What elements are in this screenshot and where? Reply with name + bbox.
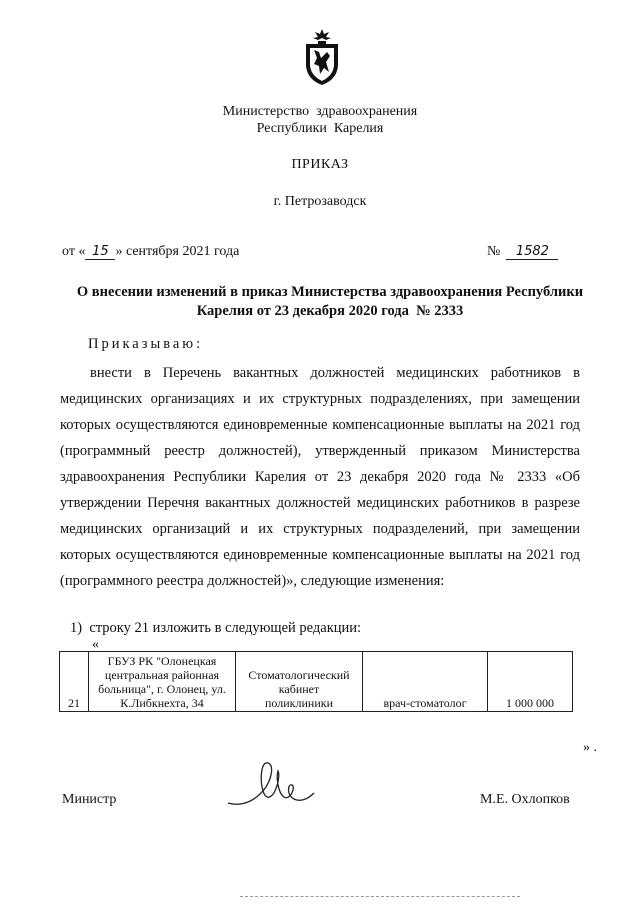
body-line: медицинских организациях и их структурных подразделениях, при замещении (60, 391, 580, 407)
body-line: здравоохранения Республики Карелия от 23 декабря 2020 года № 2333 «Об (60, 469, 580, 485)
quote-close: » . (583, 740, 597, 755)
org-line: центральная районная (104, 668, 220, 682)
order-body-paragraph (60, 360, 580, 594)
page-footer-line (240, 896, 520, 897)
date-prefix: от (62, 244, 75, 259)
quote-open: « (92, 637, 99, 652)
cell-organization (89, 652, 236, 712)
org-line: К.Либкнехта, 34 (120, 696, 204, 710)
coat-of-arms-emblem (303, 28, 341, 86)
body-line: которых осуществляются единовременные компенсационные выплаты на 2021 год (60, 547, 580, 563)
order-number (487, 244, 558, 260)
unit-line: кабинет (278, 682, 320, 696)
heading-line-1: О внесении изменений в приказ Министерства здравоохранения Республики (76, 284, 584, 300)
handwritten-number: 1582 (506, 244, 558, 260)
order-title: ПРИКАЗ (291, 157, 349, 172)
body-line: внести в Перечень вакантных должностей медицинских работников в (90, 365, 580, 381)
ministry-line-2: Республики Карелия (256, 121, 384, 136)
body-line: (программный реестр должностей), утвержденный приказом Министерства (60, 443, 580, 459)
cell-row-number: 21 (60, 652, 89, 712)
cell-unit (236, 652, 363, 712)
signatory-title: Министр (62, 792, 117, 807)
unit-line: поликлиники (264, 696, 333, 710)
date-open-quote: « (78, 244, 86, 259)
ministry-line-1: Министерство здравоохранения (222, 104, 418, 119)
body-line: утверждении Перечня вакантных должностей медицинских работников в разрезе (60, 495, 580, 511)
org-line: больница", г. Олонец, ул. (98, 682, 226, 696)
date-close-quote: » (115, 244, 123, 259)
order-date (62, 244, 239, 260)
ministry-name (0, 103, 640, 137)
city-name: г. Петрозаводск (273, 194, 367, 209)
unit-line: Стоматологический (248, 668, 350, 682)
number-sign: № (487, 244, 501, 259)
cell-position: врач-стоматолог (363, 652, 488, 712)
list-item-1: 1) строку 21 изложить в следующей редакции: (70, 620, 362, 636)
date-rest: сентября 2021 года (125, 244, 240, 259)
body-line: которых осуществляются единовременные компенсационные выплаты на 2021 год (60, 417, 580, 433)
order-heading (60, 283, 600, 321)
signatory-name: М.Е. Охлопков (480, 792, 570, 807)
org-line: ГБУЗ РК "Олонецкая (107, 654, 217, 668)
handwritten-day: 15 (85, 244, 115, 260)
staff-table (59, 651, 573, 712)
handwritten-signature (222, 757, 318, 809)
cell-amount: 1 000 000 (488, 652, 573, 712)
heading-line-2: Карелия от 23 декабря 2020 года № 2333 (196, 303, 464, 319)
body-line: медицинских организаций и их структурных подразделений, при замещении (60, 521, 580, 537)
command-word: Приказываю: (88, 336, 204, 352)
body-line: (программного реестра должностей)», следующие изменения: (60, 573, 445, 589)
table-row (60, 652, 573, 712)
